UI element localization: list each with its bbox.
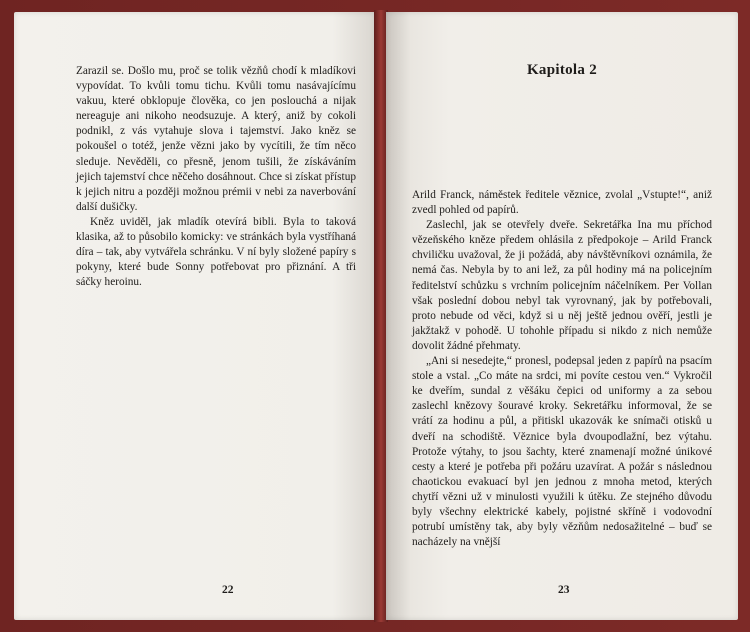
paragraph: Kněz uviděl, jak mladík otevírá bibli. Byla to taková klasika, až to působilo komicky: ve stránkách byla vystříhaná díra – tak, aby vytvářela schránku. V ní byly složené papíry s pokyny, které bude Sonny potřebovat pro přiznání. A tři sáčky heroinu. <box>76 215 356 289</box>
paragraph: Zarazil se. Došlo mu, proč se tolik vězňů chodí k mladíkovi vypovídat. To kvůli tomu tichu. Kvůli tomu nasávajícímu vakuu, které obklopuje člověka, co jen poslouchá a nijak nereaguje ani nikoho neodsuzuje. A který, aniž by cokoli podnikl, z vás vytahuje slova i tajemství. Jako kněz se pokoušel o totéž, jenže vězni jako by vycítili, že tím něco sleduje. Nevěděli, co přesně, jenom tušili, že získáváním jejich tajemství chce něčeho dosáhnout. Chce si získat přístup k jejich nitru a později možnou prémii v nebi za naverbování další dušičky. <box>76 65 356 213</box>
page-number: 23 <box>558 584 570 596</box>
right-page <box>386 12 738 620</box>
left-page-body <box>76 64 356 290</box>
right-page-body <box>412 188 712 550</box>
chapter-title: Kapitola 2 <box>526 62 598 78</box>
page-number: 22 <box>222 584 234 596</box>
paragraph: „Ani si nesedejte,“ pronesl, podepsal jeden z papírů na psacím stole a vstal. „Co máte na srdci, mi povíte cestou ven.“ Vykročil ke dveřím, sundal z věšáku čepici od uniformy a za sebou zaslechl knězovy šouravé kroky. Sekretářku informoval, že se vrátí za hodinu a půl, a přitiskl ukazovák ke snímači otisků u dveří na schodiště. Věznice byla dvoupodlažní, bez výtahu. Protože výtahy, to jsou šachty, které znamenají možné únikové cesty a které je potřeba při požáru uzavírat. A požár s následnou chaotickou evakuací byl jen jednou z mnoha metod, kterých chytří vězni už v minulosti využili k útěku. Ze stejného důvodu byly všechny elektrické kabely, pojistné skříně i vodovodní potrubí umístěny tak, aby byly vězňům nedosažitelné – buď se nacházely na vnější <box>412 355 712 549</box>
paragraph: Arild Franck, náměstek ředitele věznice, zvolal „Vstupte!“, aniž zvedl pohled od papírů. <box>412 189 712 217</box>
paragraph: Zaslechl, jak se otevřely dveře. Sekretářka Ina mu příchod vězeňského kněze předem ohlásila z předpokoje – Arild Franck chviličku uvažoval, že ji požádá, aby návštěvníkovi oznámila, že nemá čas. Nebyla by to ani lež, za půl hodiny má na policejním ředitelství schůzku s vrchním policejním náčelníkem. Per Vollan však poslední dobou nebyl tak vyrovnaný, jak by potřebovali, proto nebude od věci, když si u něj ještě jednou ověří, jestli je jakžtakž v pohodě. U tohohle případu si nikdo z nich nemůže dovolit žádné přehmaty. <box>412 219 712 352</box>
left-page <box>14 12 376 620</box>
